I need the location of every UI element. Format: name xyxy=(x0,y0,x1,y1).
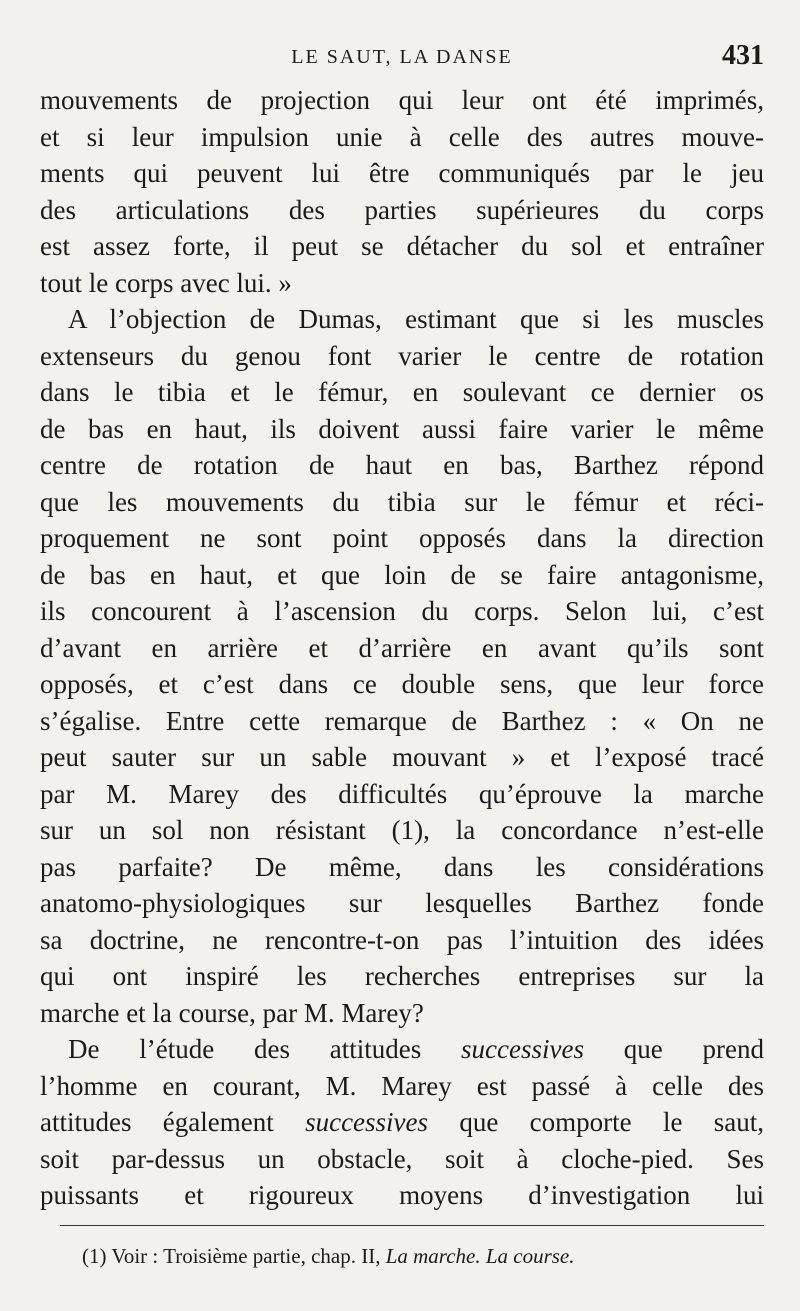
text-line: mouvements de projection qui leur ont été imprimés, xyxy=(40,85,764,115)
text-line: dans le tibia et le fémur, en soulevant ce dernier os xyxy=(40,377,764,407)
text-line: tout le corps avec lui. » xyxy=(40,267,292,298)
text-line: ils concourent à l’ascension du corps. Selon lui, c’est xyxy=(40,596,764,626)
text-line: soit par-dessus un obstacle, soit à cloche-pied. Ses xyxy=(40,1143,764,1174)
text-line: sa doctrine, ne rencontre-t-on pas l’intuition des idées xyxy=(40,924,764,955)
text-line: que les mouvements du tibia sur le fémur et réci- xyxy=(40,486,764,517)
text-span: que prend xyxy=(583,1034,764,1064)
text-line: pas parfaite? De même, dans les considérations xyxy=(40,851,764,882)
text-line: A l’objection de Dumas, estimant que si les muscles xyxy=(68,304,764,334)
text-line: de bas en haut, et que loin de se faire antagonisme, xyxy=(40,559,764,590)
running-head xyxy=(40,40,764,80)
text-line: l’homme en courant, M. Marey est passé à celle des xyxy=(40,1070,764,1101)
text-line: des articulations des parties supérieures du corps xyxy=(40,194,764,225)
text-line: qui ont inspiré les recherches entreprises sur la xyxy=(40,961,764,991)
text-line: et si leur impulsion unie à celle des autres mouve- xyxy=(40,121,764,152)
text-span: que comporte le saut, xyxy=(428,1107,764,1137)
text-line: peut sauter sur un sable mouvant » et l’exposé tracé xyxy=(40,742,764,772)
italic-term: successives xyxy=(461,1034,584,1064)
page-number: 431 xyxy=(722,40,764,71)
text-line: est assez forte, il peut se détacher du sol et entraîner xyxy=(40,231,764,261)
text-line: sur un sol non résistant (1), la concordance n’est-elle xyxy=(40,815,764,845)
text-span: De l’étude des attitudes xyxy=(68,1034,462,1064)
text-line: par M. Marey des difficultés qu’éprouve la marche xyxy=(40,778,764,809)
text-line: ments qui peuvent lui être communiqués par le jeu xyxy=(40,158,764,188)
text-line xyxy=(40,1031,764,1068)
text-span: attitudes également xyxy=(40,1107,306,1137)
text-line xyxy=(40,1104,764,1141)
text-line: puissants et rigoureux moyens d’investigation lui xyxy=(40,1180,764,1210)
running-title: LE SAUT, LA DANSE xyxy=(291,46,513,68)
text-line: opposés, et c’est dans ce double sens, que leur force xyxy=(40,669,764,699)
footnote-marker: (1) xyxy=(82,1244,107,1268)
body-text xyxy=(40,82,764,1214)
footnote xyxy=(82,1244,764,1269)
text-line: d’avant en arrière et d’arrière en avant qu’ils sont xyxy=(40,632,764,663)
footnote-rule xyxy=(60,1225,764,1226)
text-line: de bas en haut, ils doivent aussi faire varier le même xyxy=(40,413,764,444)
footnote-text: Voir : Troisième partie, chap. II, xyxy=(106,1244,386,1268)
text-line: centre de rotation de haut en bas, Barthez répond xyxy=(40,450,764,480)
text-line: extenseurs du genou font varier le centre de rotation xyxy=(40,340,764,371)
italic-term: successives xyxy=(305,1107,429,1137)
text-line: s’égalise. Entre cette remarque de Barthez : « On ne xyxy=(40,705,764,736)
text-line: proquement ne sont point opposés dans la direction xyxy=(40,523,764,553)
text-line: marche et la course, par M. Marey? xyxy=(40,997,424,1028)
footnote-italic: La marche. La course. xyxy=(385,1244,575,1268)
text-line: anatomo-physiologiques sur lesquelles Barthez fonde xyxy=(40,888,764,918)
